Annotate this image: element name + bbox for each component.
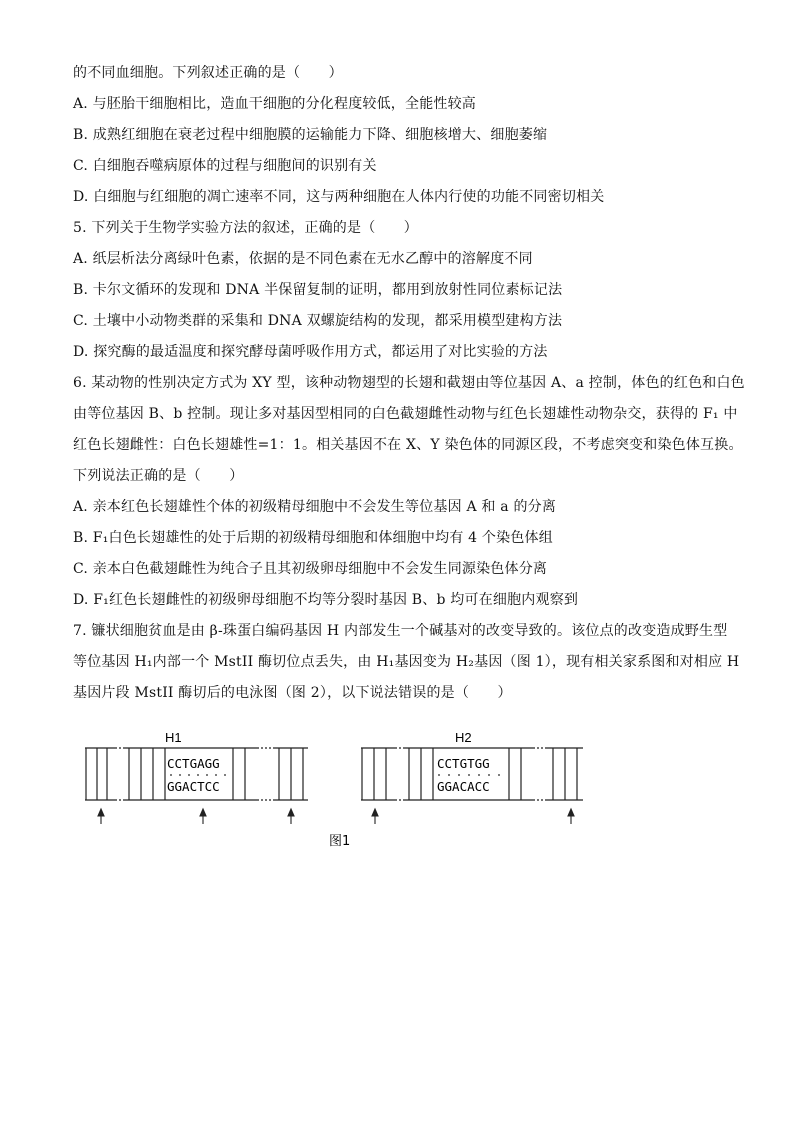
text-line: 等位基因 H₁内部一个 MstII 酶切位点丢失，由 H₁基因变为 H₂基因（图 1），现有相关家系图和对相应 H: [73, 654, 740, 670]
h1-top-strand: CCTGAGG: [167, 756, 220, 771]
arrow-icon: [200, 809, 206, 824]
text-line: 由等位基因 B、b 控制。现让多对基因型相同的白色截翅雌性动物与红色长翅雄性动物杂交，获得的 F₁ 中: [73, 406, 738, 422]
h2-bottom-strand: GGACACC: [437, 779, 490, 794]
text-line: C. 白细胞吞噬病原体的过程与细胞间的识别有关: [73, 158, 377, 174]
arrow-icon: [288, 809, 294, 824]
h2-label: H2: [455, 730, 472, 745]
text-line: 6. 某动物的性别决定方式为 XY 型，该种动物翅型的长翅和截翅由等位基因 A、a 控制，体色的红色和白色: [73, 375, 745, 391]
text-line: 下列说法正确的是（ ）: [73, 468, 244, 484]
arrow-icon: [568, 809, 574, 824]
text-line: A. 纸层析法分离绿叶色素，依据的是不同色素在无水乙醇中的溶解度不同: [73, 251, 533, 267]
h1-label: H1: [165, 730, 182, 745]
text-line: C. 亲本白色截翅雌性为纯合子且其初级卵母细胞中不会发生同源染色体分离: [73, 561, 548, 577]
text-line: 5. 下列关于生物学实验方法的叙述，正确的是（ ）: [73, 220, 419, 236]
text-line: 的不同血细胞。下列叙述正确的是（ ）: [73, 65, 343, 81]
text-line: B. 成熟红细胞在衰老过程中细胞膜的运输能力下降、细胞核增大、细胞萎缩: [73, 127, 548, 143]
text-line: B. F₁白色长翅雄性的处于后期的初级精母细胞和体细胞中均有 4 个染色体组: [73, 530, 553, 546]
figure-1: [85, 728, 595, 858]
text-line: D. 白细胞与红细胞的凋亡速率不同，这与两种细胞在人体内行使的功能不同密切相关: [73, 189, 605, 205]
text-line: A. 与胚胎干细胞相比，造血干细胞的分化程度较低，全能性较高: [73, 96, 477, 112]
text-line: C. 土壤中小动物类群的采集和 DNA 双螺旋结构的发现，都采用模型建构方法: [73, 313, 563, 329]
h1-bottom-strand: GGACTCC: [167, 779, 220, 794]
text-line: A. 亲本红色长翅雄性个体的初级精母细胞中不会发生等位基因 A 和 a 的分离: [73, 499, 557, 515]
arrow-icon: [372, 809, 378, 824]
text-line: 红色长翅雌性：白色长翅雄性=1：1。相关基因不在 X、Y 染色体的同源区段，不考虑突变和染色体互换。: [73, 437, 743, 453]
text-line: 7. 镰状细胞贫血是由 β-珠蛋白编码基因 H 内部发生一个碱基对的改变导致的。该位点的改变造成野生型: [73, 623, 728, 639]
text-line: 基因片段 MstII 酶切后的电泳图（图 2），以下说法错误的是（ ）: [73, 685, 512, 701]
h2-top-strand: CCTGTGG: [437, 756, 490, 771]
dna-diagram: [85, 728, 595, 858]
text-line: D. F₁红色长翅雌性的初级卵母细胞不均等分裂时基因 B、b 均可在细胞内观察到: [73, 592, 579, 608]
figure-caption: 图1: [329, 834, 351, 849]
arrow-icon: [98, 809, 104, 824]
text-line: B. 卡尔文循环的发现和 DNA 半保留复制的证明，都用到放射性同位素标记法: [73, 282, 563, 298]
text-line: D. 探究酶的最适温度和探究酵母菌呼吸作用方式，都运用了对比实验的方法: [73, 344, 548, 360]
